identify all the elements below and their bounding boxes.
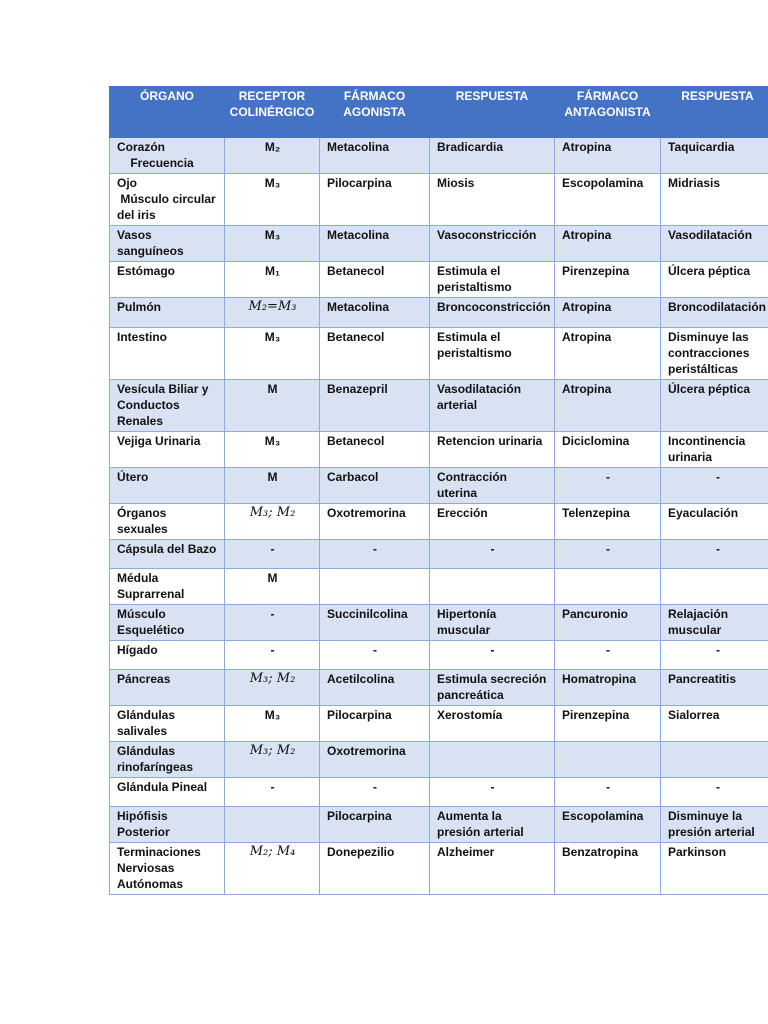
agonist-cell: Pilocarpina	[320, 807, 430, 843]
response-cell: Estimula el peristaltismo	[430, 262, 555, 298]
receptor-cell: M₃	[225, 328, 320, 380]
response-cell: Vasodilatación arterial	[430, 380, 555, 432]
response-cell: Vasoconstricción	[430, 226, 555, 262]
response-cell	[430, 742, 555, 778]
response-cell: Contracción uterina	[430, 468, 555, 504]
pharmacology-table	[109, 86, 768, 895]
response-cell: -	[430, 641, 555, 670]
receptor-cell: M	[225, 380, 320, 432]
organ-cell: Páncreas	[110, 670, 225, 706]
agonist-cell: Donepezilio	[320, 843, 430, 895]
antagonist-cell: -	[555, 778, 661, 807]
table-row	[110, 328, 768, 380]
agonist-cell: Metacolina	[320, 226, 430, 262]
agonist-cell: Oxotremorina	[320, 742, 430, 778]
organ-cell: Órganos sexuales	[110, 504, 225, 540]
antagonist-response-cell: Vasodilatación	[661, 226, 768, 262]
receptor-cell: M	[225, 468, 320, 504]
receptor-cell: M₂=M₃	[225, 298, 320, 328]
response-cell: Aumenta la presión arterial	[430, 807, 555, 843]
agonist-cell: Benazepril	[320, 380, 430, 432]
table-row	[110, 380, 768, 432]
table-row	[110, 174, 768, 226]
response-cell: Bradicardia	[430, 138, 555, 174]
organ-cell: Glándulas salivales	[110, 706, 225, 742]
header-organo: ÓRGANO	[110, 87, 225, 138]
organ-cell: Útero	[110, 468, 225, 504]
antagonist-cell: Escopolamina	[555, 174, 661, 226]
antagonist-response-cell: Disminuye las contracciones peristálticas	[661, 328, 768, 380]
receptor-cell: M₃	[225, 226, 320, 262]
table-row	[110, 298, 768, 328]
organ-cell: Intestino	[110, 328, 225, 380]
organ-cell: Médula Suprarrenal	[110, 569, 225, 605]
organ-cell: Vasos sanguíneos	[110, 226, 225, 262]
organ-cell: Terminaciones Nerviosas Autónomas	[110, 843, 225, 895]
receptor-cell: M₃	[225, 432, 320, 468]
response-cell: Broncoconstricción	[430, 298, 555, 328]
antagonist-response-cell: Úlcera péptica	[661, 380, 768, 432]
agonist-cell: Pilocarpina	[320, 174, 430, 226]
antagonist-cell: -	[555, 540, 661, 569]
antagonist-cell: Atropina	[555, 380, 661, 432]
agonist-cell	[320, 569, 430, 605]
antagonist-cell: Atropina	[555, 298, 661, 328]
antagonist-response-cell: Incontinencia urinaria	[661, 432, 768, 468]
response-cell: Erección	[430, 504, 555, 540]
antagonist-response-cell: Sialorrea	[661, 706, 768, 742]
agonist-cell: Betanecol	[320, 262, 430, 298]
agonist-cell: Pilocarpina	[320, 706, 430, 742]
receptor-cell: -	[225, 605, 320, 641]
organ-cell: Músculo Esquelético	[110, 605, 225, 641]
antagonist-response-cell: -	[661, 540, 768, 569]
agonist-cell: -	[320, 778, 430, 807]
receptor-cell: M	[225, 569, 320, 605]
receptor-cell: -	[225, 778, 320, 807]
header-agonista: FÁRMACO AGONISTA	[320, 87, 430, 138]
antagonist-response-cell	[661, 569, 768, 605]
response-cell: Estimula secreción pancreática	[430, 670, 555, 706]
antagonist-cell: Homatropina	[555, 670, 661, 706]
agonist-cell: Acetilcolina	[320, 670, 430, 706]
receptor-cell: M₃; M₂	[225, 742, 320, 778]
antagonist-response-cell: Eyaculación	[661, 504, 768, 540]
receptor-cell	[225, 807, 320, 843]
agonist-cell: Carbacol	[320, 468, 430, 504]
table-row	[110, 641, 768, 670]
response-cell: Alzheimer	[430, 843, 555, 895]
organ-cell: Pulmón	[110, 298, 225, 328]
antagonist-response-cell: -	[661, 778, 768, 807]
antagonist-cell: Diciclomina	[555, 432, 661, 468]
organ-cell: Glándulas rinofaríngeas	[110, 742, 225, 778]
antagonist-response-cell: Úlcera péptica	[661, 262, 768, 298]
antagonist-response-cell: Broncodilatación	[661, 298, 768, 328]
receptor-cell: -	[225, 540, 320, 569]
table-row	[110, 262, 768, 298]
header-respuesta: RESPUESTA	[430, 87, 555, 138]
antagonist-response-cell: Pancreatitis	[661, 670, 768, 706]
antagonist-cell	[555, 569, 661, 605]
agonist-cell: Betanecol	[320, 328, 430, 380]
table-row	[110, 504, 768, 540]
organ-cell: Estómago	[110, 262, 225, 298]
antagonist-cell: Atropina	[555, 328, 661, 380]
table-row	[110, 706, 768, 742]
response-cell: -	[430, 778, 555, 807]
header-respuesta-antagonista: RESPUESTA	[661, 87, 768, 138]
table-row	[110, 432, 768, 468]
response-cell: Retencion urinaria	[430, 432, 555, 468]
table-row	[110, 807, 768, 843]
agonist-cell: -	[320, 641, 430, 670]
antagonist-response-cell	[661, 742, 768, 778]
response-cell: Hipertonía muscular	[430, 605, 555, 641]
table-row	[110, 778, 768, 807]
organ-cell: Ojo Músculo circular del iris	[110, 174, 225, 226]
table-row	[110, 138, 768, 174]
table-row	[110, 605, 768, 641]
receptor-cell: M₃; M₂	[225, 670, 320, 706]
antagonist-response-cell: Midriasis	[661, 174, 768, 226]
header-row	[110, 87, 768, 138]
agonist-cell: -	[320, 540, 430, 569]
table-row	[110, 226, 768, 262]
receptor-cell: M₂; M₄	[225, 843, 320, 895]
agonist-cell: Betanecol	[320, 432, 430, 468]
antagonist-cell: Benzatropina	[555, 843, 661, 895]
table-row	[110, 670, 768, 706]
table-row	[110, 742, 768, 778]
antagonist-cell: Pirenzepina	[555, 706, 661, 742]
response-cell: Estimula el peristaltismo	[430, 328, 555, 380]
receptor-cell: M₂	[225, 138, 320, 174]
table-row	[110, 540, 768, 569]
antagonist-cell: Atropina	[555, 226, 661, 262]
organ-cell: Cápsula del Bazo	[110, 540, 225, 569]
agonist-cell: Succinilcolina	[320, 605, 430, 641]
response-cell: Xerostomía	[430, 706, 555, 742]
antagonist-response-cell: Disminuye la presión arterial	[661, 807, 768, 843]
antagonist-cell: -	[555, 468, 661, 504]
antagonist-cell: -	[555, 641, 661, 670]
antagonist-response-cell: -	[661, 468, 768, 504]
agonist-cell: Oxotremorina	[320, 504, 430, 540]
response-cell	[430, 569, 555, 605]
antagonist-response-cell: Parkinson	[661, 843, 768, 895]
table-row	[110, 569, 768, 605]
receptor-cell: M₁	[225, 262, 320, 298]
antagonist-response-cell: -	[661, 641, 768, 670]
antagonist-cell: Atropina	[555, 138, 661, 174]
receptor-cell: M₃	[225, 174, 320, 226]
antagonist-cell: Pancuronio	[555, 605, 661, 641]
organ-cell: Corazón Frecuencia	[110, 138, 225, 174]
antagonist-cell: Telenzepina	[555, 504, 661, 540]
receptor-cell: -	[225, 641, 320, 670]
antagonist-cell: Pirenzepina	[555, 262, 661, 298]
antagonist-response-cell: Taquicardia	[661, 138, 768, 174]
organ-cell: Hígado	[110, 641, 225, 670]
response-cell: Miosis	[430, 174, 555, 226]
agonist-cell: Metacolina	[320, 138, 430, 174]
antagonist-response-cell: Relajación muscular	[661, 605, 768, 641]
header-receptor: RECEPTOR COLINÉRGICO	[225, 87, 320, 138]
agonist-cell: Metacolina	[320, 298, 430, 328]
response-cell: -	[430, 540, 555, 569]
antagonist-cell	[555, 742, 661, 778]
receptor-cell: M₃; M₂	[225, 504, 320, 540]
organ-cell: Vesícula Biliar y Conductos Renales	[110, 380, 225, 432]
organ-cell: Glándula Pineal	[110, 778, 225, 807]
table-row	[110, 468, 768, 504]
antagonist-cell: Escopolamina	[555, 807, 661, 843]
receptor-cell: M₃	[225, 706, 320, 742]
organ-cell: Vejiga Urinaria	[110, 432, 225, 468]
table-row	[110, 843, 768, 895]
header-antagonista: FÁRMACO ANTAGONISTA	[555, 87, 661, 138]
organ-cell: Hipófisis Posterior	[110, 807, 225, 843]
